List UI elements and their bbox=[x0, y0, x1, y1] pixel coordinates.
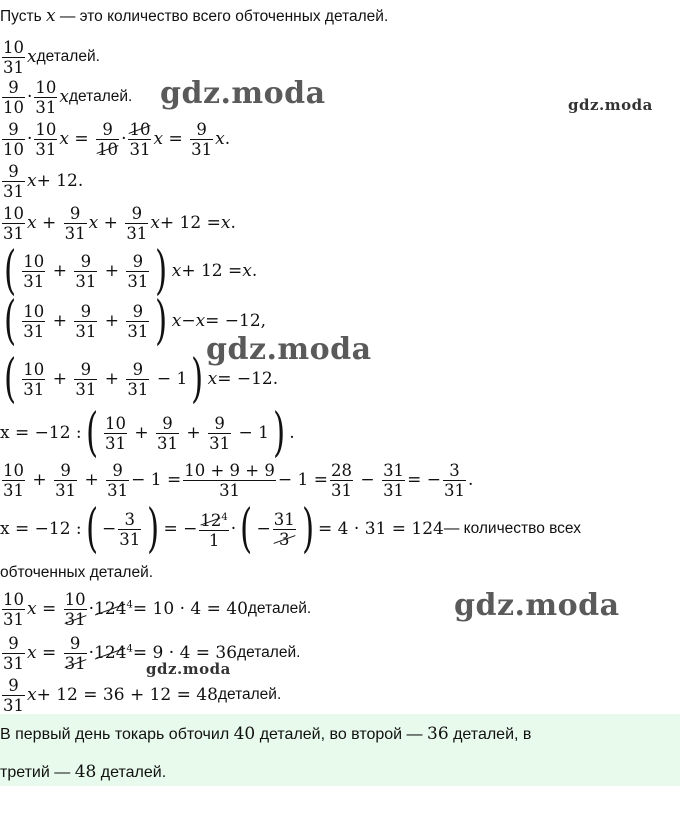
line-intro: Пусть x — это количество всего обточенных деталей. bbox=[0, 6, 389, 26]
answer-line-1: В первый день токарь обточил 40 деталей, во второй — 36 деталей, в bbox=[0, 724, 532, 744]
line-factor: ( $\frac{10}{31}$ + $\frac{9}{31}$ + $\frac{9}{31}$ − 1 ) x = −12. bbox=[4, 349, 279, 409]
line-solve: x = −12 : ( $\frac{10}{31}$ + $\frac{9}{31}$ + $\frac{9}{31}$ − 1 ) . bbox=[0, 403, 295, 463]
watermark: gdz.moda bbox=[146, 660, 231, 678]
watermark: gdz.moda bbox=[454, 588, 620, 623]
fraction: $\frac{9}{10}$ bbox=[3, 77, 24, 117]
line-move: ( $\frac{10}{31}$ + $\frac{9}{31}$ + $\frac{9}{31}$ ) x − x = −12, bbox=[4, 291, 267, 351]
line-third-day: $\frac{9}{31}$ x + 12. bbox=[3, 161, 84, 201]
line-first-day: $\frac{10}{31}$ x деталей. bbox=[3, 37, 100, 77]
fraction: $\frac{10}{31}$ bbox=[3, 37, 24, 77]
line-grouped: ( $\frac{10}{31}$ + $\frac{9}{31}$ + $\frac{9}{31}$ ) x + 12 = x . bbox=[4, 241, 258, 301]
line-sum: $\frac{10}{31}$ + $\frac{9}{31}$ + $\frac{9}{31}$ − 1 = $\frac{10 + 9 + 9}{31}$ − 1 = $\frac{28}{31}$ − $\frac{31}{31}$ = − $\frac{3}{31}$ . bbox=[3, 460, 474, 500]
line-result: x = −12 : ( − $\frac{3}{31}$ ) = − $\frac{12^4}{1}$ · ( − $\frac{31}{3}$ ) = 4 · 31 = 124 — количество всех bbox=[0, 499, 581, 559]
line-day2-calc: $\frac{9}{31}$ x = $\frac{9}{31}$ · $124^4$ = 9 · 4 = 36 деталей. bbox=[3, 633, 301, 673]
fraction: $\frac{10}{31}$ bbox=[35, 77, 57, 117]
line-simplify: $\frac{9}{10}$ · $\frac{10}{31}$ x = $\frac{9}{10}$ · $\frac{10}{31}$ x = $\frac{9}{31}$ x . bbox=[3, 119, 231, 159]
line-second-day: $\frac{9}{10}$ · $\frac{10}{31}$ x деталей. bbox=[3, 77, 133, 117]
watermark: gdz.moda bbox=[206, 332, 372, 367]
answer-line-2: третий — 48 деталей. bbox=[0, 762, 167, 782]
watermark: gdz.moda bbox=[160, 76, 326, 111]
watermark: gdz.moda bbox=[568, 96, 653, 114]
line-day3-calc: $\frac{9}{31}$ x + 12 = 36 + 12 = 48 деталей. bbox=[3, 675, 282, 715]
line-day1-calc: $\frac{10}{31}$ x = $\frac{10}{31}$ · $124^4$ = 10 · 4 = 40 деталей. bbox=[3, 589, 312, 629]
line-continued: обточенных деталей. bbox=[0, 564, 154, 581]
line-equation: $\frac{10}{31}$ x + $\frac{9}{31}$ x + $\frac{9}{31}$ x + 12 = x . bbox=[3, 203, 236, 243]
answer-box bbox=[0, 714, 680, 786]
